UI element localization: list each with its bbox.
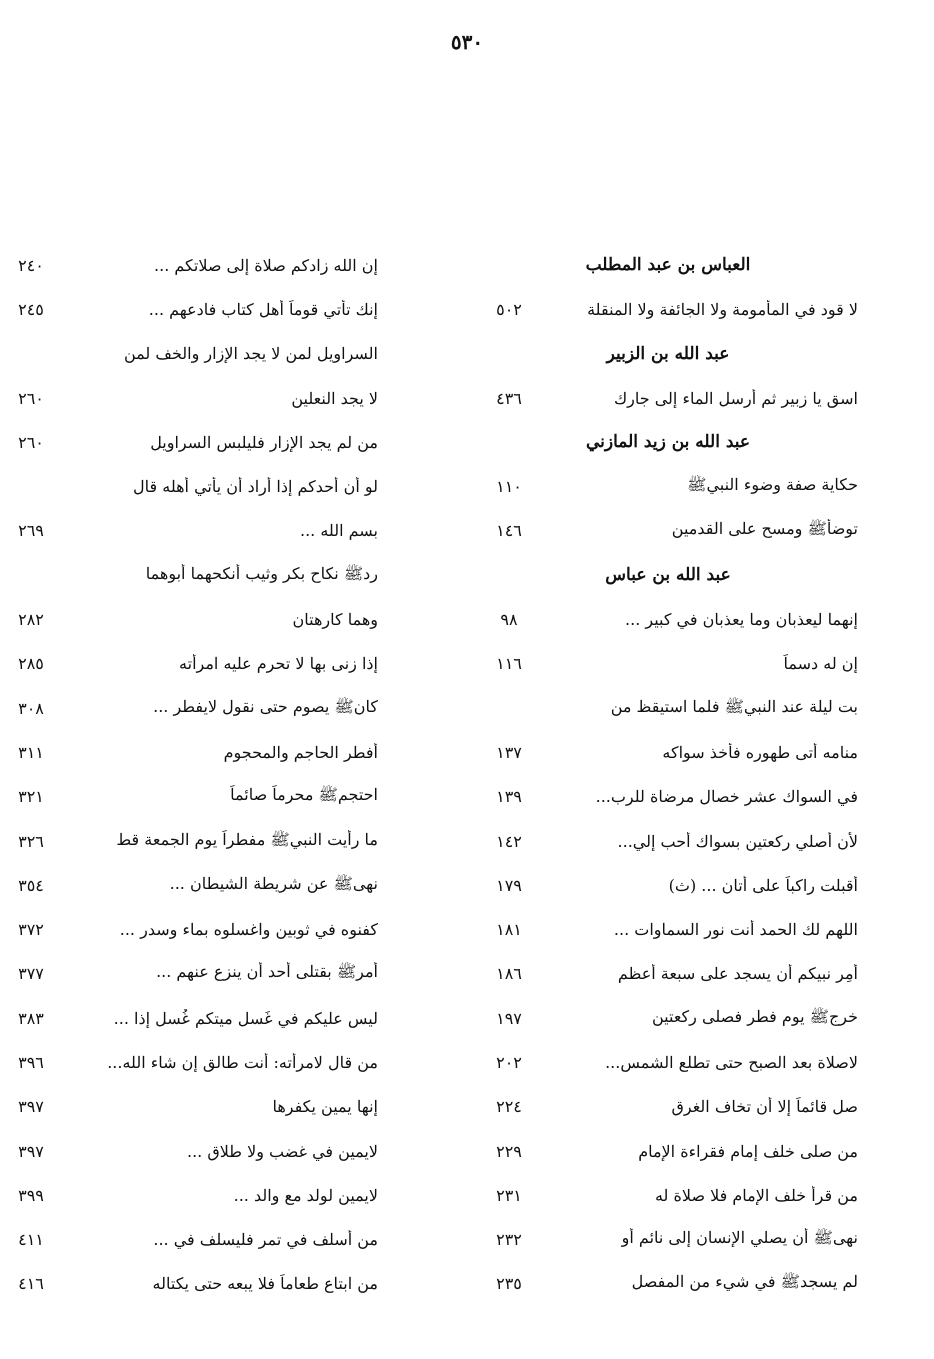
index-entry — [478, 1040, 858, 1084]
entry-text: لا قود في المأمومة ولا الجائفة ولا المنقلة — [587, 299, 858, 319]
index-entry — [0, 863, 378, 907]
page-reference: ١١٦ — [496, 654, 522, 674]
entry-text: من أسلف في تمر فليسلف في ... — [153, 1230, 378, 1250]
index-entry — [478, 1129, 858, 1173]
entry-text: لأن أصلي ركعتين بسواك أحب إلي... — [617, 831, 858, 851]
entry-text: لا يجد النعلين — [291, 388, 378, 408]
index-entry — [478, 819, 858, 863]
index-entry — [478, 1262, 858, 1306]
entry-text: من لم يجد الإزار فليلبس السراويل — [150, 432, 378, 452]
entry-text: لاصلاة بعد الصبح حتى تطلع الشمس... — [605, 1052, 858, 1072]
page-reference: ٢٣٢ — [496, 1230, 522, 1250]
entry-text: كفنوه في ثوبين واغسلوه بماء وسدر ... — [119, 920, 378, 940]
index-entry — [0, 1173, 378, 1217]
index-entry — [0, 686, 378, 730]
entry-text: ليس عليكم في غَسل ميتكم غُسل إذا ... — [113, 1008, 378, 1028]
entry-text: لو أن أحدكم إذا أراد أن يأتي أهله قال — [133, 477, 378, 497]
page-reference: ١٧٩ — [496, 875, 522, 895]
entry-text: نهىﷺ أن يصلي الإنسان إلى نائم أو — [621, 1228, 858, 1248]
section-heading: عبد الله بن الزبير — [606, 343, 730, 364]
page-reference: ٤١١ — [18, 1230, 44, 1250]
entry-text: نهىﷺ عن شريطة الشيطان ... — [169, 873, 378, 893]
page-reference: ٤٣٦ — [496, 388, 522, 408]
page-reference: ٤١٦ — [18, 1274, 44, 1294]
entry-text: صل قائماً إلا أن تخاف الغرق — [671, 1097, 858, 1117]
entry-text: بت ليلة عند النبيﷺ فلما استيقظ من — [610, 696, 858, 716]
page-reference: ١٨١ — [496, 920, 522, 940]
page-reference: ٢٦٠ — [18, 432, 44, 452]
page-reference: ٣٩٩ — [18, 1185, 44, 1205]
index-entry — [0, 1040, 378, 1084]
page-reference: ٢٠٢ — [496, 1052, 522, 1072]
index-entry — [478, 287, 858, 331]
index-entry — [478, 775, 858, 819]
page-reference: ٣١١ — [18, 742, 44, 762]
entry-text: إنك تأتي قوماً أهل كتاب فادعهم ... — [148, 299, 378, 319]
entry-text: في السواك عشر خصال مرضاة للرب... — [595, 787, 858, 807]
index-entry — [478, 1218, 858, 1262]
index-entry — [478, 907, 858, 951]
page-reference: ١٨٦ — [496, 964, 522, 984]
entry-text: أفطر الحاجم والمحجوم — [223, 742, 378, 762]
entry-text: منامه أتى طهوره فأخذ سواكه — [662, 742, 858, 762]
page-reference: ١٣٩ — [496, 787, 522, 807]
page-reference: ٢٢٩ — [496, 1141, 522, 1161]
index-entry — [478, 686, 858, 730]
page-reference: ١٤٢ — [496, 831, 522, 851]
entry-text: لايمين لولد مع والد ... — [233, 1185, 378, 1205]
section-heading: العباس بن عبد المطلب — [585, 255, 751, 276]
index-entry — [0, 509, 378, 553]
page-reference: ٣٥٤ — [18, 875, 44, 895]
page-reference: ٢٦٩ — [18, 521, 44, 541]
page-reference: ٢٣٥ — [496, 1274, 522, 1294]
index-entry — [0, 642, 378, 686]
index-entry — [478, 1173, 858, 1217]
page-reference: ٢٨٢ — [18, 610, 44, 630]
index-entry — [0, 243, 378, 287]
entry-text: إن الله زادكم صلاة إلى صلاتكم ... — [154, 255, 378, 275]
entry-text: لايمين في غضب ولا طلاق ... — [186, 1141, 378, 1161]
page-reference: ٩٨ — [500, 610, 518, 630]
page-reference: ٢٢٤ — [496, 1097, 522, 1117]
entry-text: كانﷺ يصوم حتى نقول لايفطر ... — [153, 696, 378, 716]
entry-text: توضأﷺ ومسح على القدمين — [671, 519, 858, 539]
index-entry — [0, 952, 378, 996]
index-entry — [478, 1085, 858, 1129]
entry-text: إنها يمين يكفرها — [272, 1097, 378, 1117]
index-entry — [0, 376, 378, 420]
entry-text: من ابتاع طعاماً فلا يبعه حتى يكتاله — [152, 1274, 378, 1294]
index-entry — [0, 287, 378, 331]
entry-text: بسم الله ... — [300, 521, 378, 541]
index-entry — [478, 952, 858, 996]
entry-text: إن له دسماً — [783, 654, 858, 674]
index-entry — [0, 1262, 378, 1306]
page-reference: ١٩٧ — [496, 1008, 522, 1028]
entry-text: اسقِ يا زبير ثم أرسل الماء إلى جارك — [613, 388, 858, 408]
index-entry — [478, 376, 858, 420]
page-reference: ٢٦٠ — [18, 388, 44, 408]
page-reference: ٢٤٥ — [18, 299, 44, 319]
section-heading: عبد الله بن عباس — [605, 565, 731, 586]
index-entry — [478, 863, 858, 907]
entry-text: أمرﷺ بقتلى أحد أن ينزع عنهم ... — [156, 962, 378, 982]
entry-text: من صلى خلف إمام فقراءة الإمام — [638, 1141, 858, 1161]
entry-text: السراويل لمن لا يجد الإزار والخف لمن — [124, 344, 378, 364]
index-entry — [478, 642, 858, 686]
page-reference: ٣٩٧ — [18, 1141, 44, 1161]
index-entry — [478, 597, 858, 641]
index-entry — [0, 1085, 378, 1129]
index-entry — [478, 464, 858, 508]
page-reference: ٢٣١ — [496, 1185, 522, 1205]
page-reference: ٣٩٦ — [18, 1052, 44, 1072]
index-entry — [0, 553, 378, 597]
index-entry — [0, 1218, 378, 1262]
page-reference: ٣٨٣ — [18, 1008, 44, 1028]
entry-text: أُمِر نبيكم أن يسجد على سبعة أعظم — [617, 964, 858, 984]
entry-text: خرجﷺ يوم فطر فصلى ركعتين — [652, 1006, 858, 1026]
index-entry — [478, 509, 858, 553]
index-entry — [0, 597, 378, 641]
index-entry — [0, 420, 378, 464]
page-reference: ٣٩٧ — [18, 1097, 44, 1117]
index-entry — [0, 907, 378, 951]
entry-text: من قال لامرأته: أنت طالق إن شاء الله... — [107, 1052, 378, 1072]
index-entry — [478, 996, 858, 1040]
entry-text: احتجمﷺ محرماً صائماً — [230, 785, 378, 805]
section-heading: عبد الله بن زيد المازني — [585, 432, 751, 453]
page-reference: ٥٠٢ — [496, 299, 522, 319]
index-entry — [0, 730, 378, 774]
page-number: ٥٣٠ — [450, 30, 484, 54]
index-entry — [478, 730, 858, 774]
index-entry — [0, 996, 378, 1040]
entry-text: ما رأيت النبيﷺ مفطراً يوم الجمعة قط — [116, 829, 378, 849]
index-entry — [0, 775, 378, 819]
index-column-left — [0, 243, 378, 1306]
index-column-right — [478, 243, 858, 1306]
page-reference: ١٣٧ — [496, 742, 522, 762]
page-reference: ٣٧٢ — [18, 920, 44, 940]
page-reference: ٣٧٧ — [18, 964, 44, 984]
entry-text: لم يسجدﷺ في شيء من المفصل — [631, 1272, 858, 1292]
entry-text: وهما كارهتان — [292, 610, 378, 630]
entry-text: حكاية صفة وضوء النبيﷺ — [687, 475, 858, 495]
entry-text: اللهم لك الحمد أنت نور السماوات ... — [613, 920, 858, 940]
index-entry — [0, 1129, 378, 1173]
page-reference: ٣٢١ — [18, 787, 44, 807]
entry-text: إنهما ليعذبان وما يعذبان في كبير ... — [625, 610, 858, 630]
page-reference: ٣٢٦ — [18, 831, 44, 851]
page-reference: ٣٠٨ — [18, 698, 44, 718]
entry-text: أقبلت راكباً على أتان ... (ث) — [668, 875, 858, 895]
entry-text: من قرأ خلف الإمام فلا صلاة له — [654, 1185, 858, 1205]
page-reference: ١١٠ — [496, 477, 522, 497]
entry-text: ردﷺ نكاح بكر وثيب أنكحهما أبوهما — [145, 563, 378, 583]
page-reference: ١٤٦ — [496, 521, 522, 541]
entry-text: إذا زنى بها لا تحرم عليه امرأته — [179, 654, 378, 674]
index-entry — [0, 464, 378, 508]
page-reference: ٢٤٠ — [18, 255, 44, 275]
index-entry — [0, 332, 378, 376]
page-reference: ٢٨٥ — [18, 654, 44, 674]
index-entry — [0, 819, 378, 863]
